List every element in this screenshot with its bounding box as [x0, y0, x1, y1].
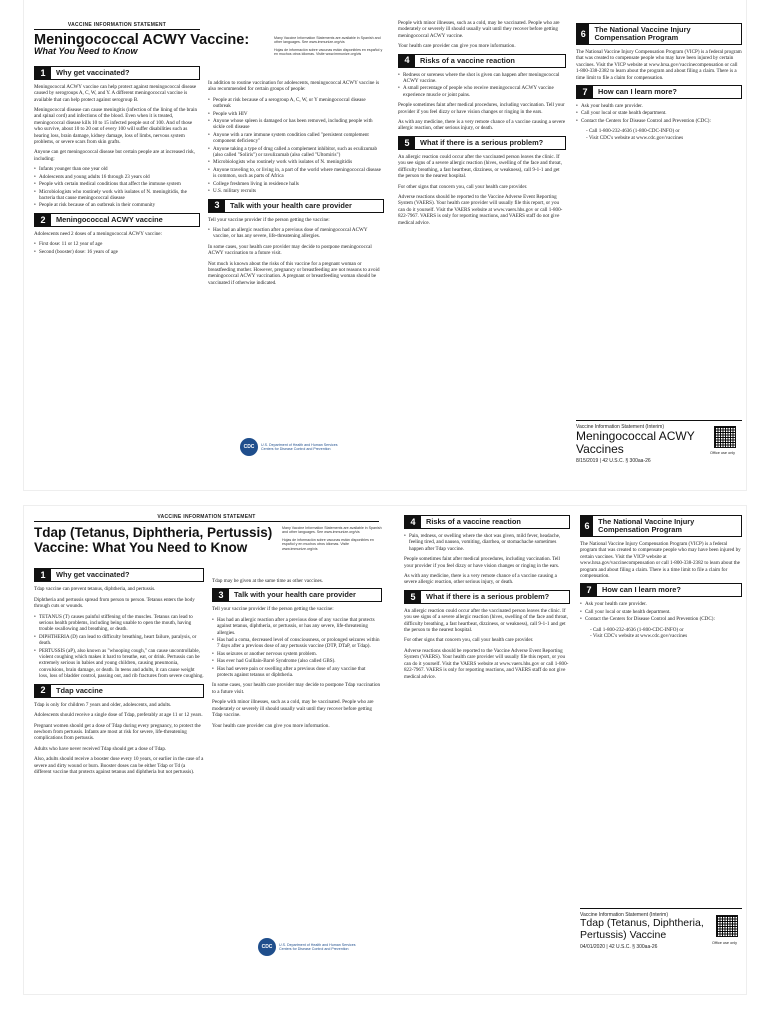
paragraph: Meningococcal ACWY vaccine can help protect against meningococcal disease caused by serogroups A, C, W, and Y. A different meningococcal vaccine is available that can help protect against serogroup B. [34, 83, 197, 103]
bullet-list [208, 227, 384, 240]
list-item: • Has had an allergic reaction after a previous dose of any vaccine that protects against tetanus, diphtheria, or pertussis, or has any severe, life-threatening allergies. [217, 617, 382, 636]
section-3-header: 3 Talk with your health care provider [212, 588, 382, 602]
paragraph: Your health care provider can give you more information. [212, 722, 330, 729]
paragraph: People sometimes faint after medical procedures, including vaccination. Tell your provider if you feel dizzy or have vision changes or ringing in the ears. [398, 102, 565, 115]
paragraph: Tell your vaccine provider if the person getting the vaccine: [212, 606, 334, 613]
list-item: • TETANUS (T) causes painful stiffening of the muscles. Tetanus can lead to serious health problems, including being unable to open the mouth, having trouble swallowing and breathing, or death. [39, 614, 204, 633]
list-item: • DIPHTHERIA (D) can lead to difficulty breathing, heart failure, paralysis, or death. [39, 634, 204, 647]
tdap-column-3 [404, 512, 570, 684]
tdap-footer [580, 908, 742, 950]
paragraph: Adolescents need 2 doses of a meningococcal ACWY vaccine: [34, 230, 162, 237]
paragraph: Tdap may be given at the same time as other vaccines. [212, 578, 324, 584]
list-item: • People with HIV [213, 111, 384, 117]
cdc-logo-icon: CDC [240, 438, 258, 456]
list-item: • Infants younger than one year old [39, 166, 200, 172]
list-item: • A small percentage of people who receive meningococcal ACWY vaccine experience muscle or joint pains. [403, 85, 566, 98]
hhs-cdc-logo [258, 938, 356, 956]
section-1-header: 1 Why get vaccinated? [34, 66, 200, 80]
section-7-header: 7 How can I learn more? [580, 583, 742, 597]
bullet-list [398, 72, 566, 99]
list-item: • College freshmen living in residence halls [213, 181, 384, 187]
list-item: • Call your local or state health department. [585, 609, 742, 615]
bullet-list [208, 97, 384, 195]
section-4-header: 4 Risks of a vaccine reaction [398, 54, 566, 68]
list-item: • People with certain medical conditions that affect the immune system [39, 181, 200, 187]
paragraph: Also, adults should receive a booster dose every 10 years, or earlier in the case of a severe and dirty wound or burn. Booster doses can be either Tdap or Td (a different vaccine that protects against tetanus and diphtheria but not pertussis). [34, 756, 204, 775]
paragraph: Adolescents should receive a single dose of Tdap, preferably at age 11 or 12 years. [34, 712, 203, 719]
menacwy-column-4 [576, 20, 742, 141]
paragraph: For other signs that concern you, call your health care provider. [398, 183, 528, 190]
language-notice-en: Many Vaccine Information Statements are available in Spanish and other languages. See www.immunize.org/vis [282, 526, 382, 535]
list-item: • Anyone with a rare immune system condition called "persistent complement component deficiency" [213, 132, 384, 145]
cdc-website: - Visit CDC's website at www.cdc.gov/vaccines [586, 134, 684, 141]
paragraph: Adverse reactions should be reported to the Vaccine Adverse Event Reporting System (VAERS). Your health care provider will usually file this report, or you can do it yourself. Visit the VAERS website at www.vaers.hhs.gov or call 1-800-822-7967. VAERS is only for reporting reactions, and VAERS staff do not give medical advice. [398, 193, 563, 226]
vis-label: VACCINE INFORMATION STATEMENT [34, 514, 379, 522]
footer-date: 04/01/2020 | 42 U.S.C. § 300aa-26 [580, 944, 658, 950]
list-item: • Microbiologists who routinely work with isolates of N. meningitidis, the bacteria that cause meningococcal disease [39, 189, 200, 202]
language-notice-en: Many Vaccine Information Statements are available in Spanish and other languages. See www.immunize.org/vis [274, 36, 381, 45]
paragraph: People with minor illnesses, such as a cold, may be vaccinated. People who are moderately or severely ill should usually wait until they recover before getting Tdap vaccine. [212, 699, 374, 719]
paragraph: Meningococcal disease can cause meningitis (infection of the lining of the brain and spinal cord) and infections of the blood. Even when it is treated, meningococcal disease kills 10 to 15 infected people out of 100. And of those who survive, about 10 to 20 out of every 100 will suffer disabilities such as hearing loss, brain damage, kidney damage, loss of limbs, nervous system problems, or severe scars from skin grafts. [34, 107, 198, 146]
list-item: • Redness or soreness where the shot is given can happen after meningococcal ACWY vaccine. [403, 72, 566, 85]
bullet-list [212, 617, 382, 679]
hhs-cdc-logo [240, 438, 338, 456]
list-item: • People at risk because of a serogroup A, C, W, or Y meningococcal disease outbreak [213, 97, 384, 110]
hhs-dept: U.S. Department of Health and Human Services [261, 442, 338, 447]
paragraph: The National Vaccine Injury Compensation Program (VICP) is a federal program that was created to compensate people who may have been injured by certain vaccines. Visit the VICP website at www.hrsa.gov/vaccinecompensation or call 1-800-338-2382 to learn about the program and about filing a claim. There is a time limit to file a claim for compensation. [576, 49, 742, 81]
menacwy-vis-page [24, 0, 746, 490]
menacwy-column-2 [208, 80, 384, 290]
paragraph: Adults who have never received Tdap should get a dose of Tdap. [34, 745, 167, 752]
menacwy-column-3 [398, 20, 566, 230]
vis-label: VACCINE INFORMATION STATEMENT [34, 22, 200, 30]
section-5-header: 5 What if there is a serious problem? [398, 136, 566, 150]
tdap-vis-page [24, 506, 746, 994]
list-item: • Has had severe pain or swelling after a previous dose of any vaccine that protects against tetanus or diphtheria. [217, 666, 382, 679]
section-4-header: 4 Risks of a vaccine reaction [404, 515, 570, 529]
bullet-list [34, 166, 200, 208]
paragraph: In addition to routine vaccination for adolescents, meningococcal ACWY vaccine is also recommended for certain groups of people: [208, 80, 380, 93]
footer-title: Meningococcal ACWY Vaccines [576, 429, 695, 456]
tdap-column-4 [580, 512, 742, 639]
cdc-website: - Visit CDC's website at www.cdc.gov/vaccines [590, 633, 688, 640]
list-item: • Contact the Centers for Disease Control and Prevention (CDC): [585, 616, 742, 622]
list-item: • Anyone whose spleen is damaged or has been removed, including people with sickle cell disease [213, 118, 384, 131]
tdap-column-2 [212, 578, 382, 733]
bullet-list [404, 533, 570, 552]
paragraph: The National Vaccine Injury Compensation Program (VICP) is a federal program that was created to compensate people who may have been injured by certain vaccines. Visit the VICP website at www.hrsa.gov/vaccinecompensation or call 1-800-338-2382 to learn about the program and about filing a claim. There is a time limit to file a claim for compensation. [580, 541, 741, 580]
page-subtitle: What You Need to Know [34, 46, 138, 57]
bullet-list [34, 241, 200, 255]
paragraph: Tdap vaccine can prevent tetanus, diphtheria, and pertussis. [34, 586, 156, 593]
section-7-header: 7 How can I learn more? [576, 85, 742, 99]
paragraph: Your health care provider can give you more information. [398, 43, 516, 50]
paragraph: Tell your vaccine provider if the person getting the vaccine: [208, 216, 330, 223]
paragraph: For other signs that concern you, call your health care provider. [404, 637, 534, 644]
footer-vis-label: Vaccine Information Statement (Interim) [576, 424, 664, 430]
section-2-header: 2 Tdap vaccine [34, 684, 204, 698]
qr-code-icon [716, 915, 738, 937]
section-2-header: 2 Meningococcal ACWY vaccine [34, 213, 200, 227]
hhs-agency: Centers for Disease Control and Prevention [261, 447, 331, 451]
list-item: • U.S. military recruits [213, 188, 384, 194]
section-5-header: 5 What if there is a serious problem? [404, 590, 570, 604]
section-6-header: 6 The National Vaccine Injury Compensation Program [580, 515, 742, 537]
list-item: • Anyone traveling to, or living in, a part of the world where meningococcal disease is common, such as parts of Africa [213, 167, 384, 180]
list-item: • Ask your health care provider. [585, 601, 742, 607]
paragraph: As with any medicine, there is a very remote chance of a vaccine causing a severe allergic reaction, other serious injury, or death. [404, 573, 557, 586]
list-item: • Pain, redness, or swelling where the shot was given, mild fever, headache, feeling tired, and nausea, vomiting, diarrhea, or stomachache sometimes happen after Tdap vaccine. [409, 533, 570, 552]
paragraph: In some cases, your health care provider may decide to postpone Tdap vaccination to a future visit. [212, 682, 381, 695]
section-1-header: 1 Why get vaccinated? [34, 568, 204, 582]
list-item: • PERTUSSIS (aP), also known as "whooping cough," can cause uncontrollable, violent coughing which makes it hard to breathe, eat, or drink. Pertussis can be extremely serious in babies and young children, causing pneumonia, convulsions, brain damage, or death. In teens and adults, it can cause weight loss, loss of bladder control, passing out, and rib fractures from severe coughing. [39, 648, 204, 680]
paragraph: Adverse reactions should be reported to the Vaccine Adverse Event Reporting System (VAERS). Your health care provider will usually file this report, or you can do it yourself. Visit the VAERS website at www.vaers.hhs.gov or call 1-800-822-7967. VAERS is only for reporting reactions, and VAERS staff do not give medical advice. [404, 647, 569, 680]
paragraph: In some cases, your health care provider may decide to postpone meningococcal ACWY vaccination to a future visit. [208, 243, 372, 257]
paragraph: Anyone can get meningococcal disease but certain people are at increased risk, including: [34, 149, 195, 162]
list-item: • Contact the Centers for Disease Control and Prevention (CDC): [581, 118, 742, 124]
language-notice-es: Hojas de información sobre vacunas están disponibles en español y en muchos otros idiomas. Visite www.immunize.org/vis [282, 537, 374, 551]
list-item: • Has ever had Guillain-Barré Syndrome (also called GBS). [217, 658, 382, 664]
qr-code-icon [714, 426, 736, 448]
list-item: • First dose: 11 or 12 year of age [39, 241, 200, 247]
list-item: • Ask your health care provider. [581, 103, 742, 109]
paragraph: An allergic reaction could occur after the vaccinated person leaves the clinic. If you see signs of a severe allergic reaction (hives, swelling of the face and throat, difficulty breathing, a fast heartbeat, dizziness, or weakness), call 9-1-1 and get the person to the nearest hospital. [398, 153, 562, 180]
section-3-header: 3 Talk with your health care provider [208, 199, 384, 213]
paragraph: Diphtheria and pertussis spread from person to person. Tetanus enters the body through cuts or wounds. [34, 596, 195, 610]
footer-date: 8/15/2019 | 42 U.S.C. § 300aa-26 [576, 458, 651, 464]
bullet-list [576, 103, 742, 124]
paragraph: People sometimes faint after medical procedures, including vaccination. Tell your provider if you feel dizzy or have vision changes or ringing in the ears. [404, 556, 560, 569]
cdc-logo-icon: CDC [258, 938, 276, 956]
list-item: • Has had an allergic reaction after a previous dose of meningococcal ACWY vaccine, or has any severe, life-threatening allergies. [213, 227, 384, 240]
bullet-list [580, 601, 742, 622]
paragraph: As with any medicine, there is a very remote chance of a vaccine causing a severe allergic reaction, other serious injury, or death. [398, 119, 566, 132]
list-item: • Has had a coma, decreased level of consciousness, or prolonged seizures within 7 days after a previous dose of any pertussis vaccine (DTP, DTaP, or Tdap). [217, 637, 382, 650]
footer-vis-label: Vaccine Information Statement (Interim) [580, 912, 668, 918]
office-use: Office use only [712, 941, 738, 945]
list-item: • Adolescents and young adults 16 through 23 years old [39, 174, 200, 180]
page-title: Tdap (Tetanus, Diphtheria, Pertussis) Vaccine: What You Need to Know [34, 525, 273, 556]
language-notice-es: Hojas de información sobre vacunas están disponibles en español y en muchos otros idiomas. Visite www.immunize.org/vis [274, 47, 383, 57]
list-item: • Second (booster) dose: 16 years of age [39, 249, 200, 255]
bullet-list [34, 614, 204, 680]
paragraph: Pregnant women should get a dose of Tdap during every pregnancy, to protect the newborn from pertussis. Infants are most at risk for severe, life-threatening complications from pertussis. [34, 722, 201, 742]
section-6-header: 6 The National Vaccine Injury Compensation Program [576, 23, 742, 45]
paragraph: Not much is known about the risks of this vaccine for a pregnant woman or breastfeeding mother. However, pregnancy or breastfeeding are not reasons to avoid meningococcal ACWY vaccination. A pregnant or breastfeeding woman should be vaccinated if otherwise indicated. [208, 260, 380, 286]
footer-title: Tdap (Tetanus, Diphtheria, Pertussis) Vaccine [580, 917, 704, 941]
hhs-agency: Centers for Disease Control and Prevention [279, 947, 349, 951]
paragraph: Tdap is only for children 7 years and older, adolescents, and adults. [34, 701, 172, 708]
list-item: • Call your local or state health department. [581, 110, 742, 116]
language-notice [274, 36, 384, 57]
hhs-dept: U.S. Department of Health and Human Services [279, 942, 356, 947]
paragraph: An allergic reaction could occur after the vaccinated person leaves the clinic. If you see signs of a severe allergic reaction (hives, swelling of the face and throat, difficulty breathing, a fast heartbeat, dizziness, or weakness), call 9-1-1 and get the person to the nearest hospital. [404, 607, 568, 634]
office-use: Office use only [710, 451, 736, 455]
list-item: • People at risk because of an outbreak in their community [39, 202, 200, 208]
list-item: • Anyone taking a type of drug called a complement inhibitor, such as eculizumab (also called "Soliris") or ravulizumab (also called "Ultomiris") [213, 146, 384, 159]
paragraph: People with minor illnesses, such as a cold, may be vaccinated. People who are moderately or severely ill should usually wait until they recover before getting meningococcal ACWY vaccine. [398, 20, 560, 39]
cdc-phone: - Call 1-800-232-4636 (1-800-CDC-INFO) or [586, 128, 680, 135]
page-title: Meningococcal ACWY Vaccine: [34, 32, 250, 49]
list-item: • Microbiologists who routinely work with isolates of N. meningitidis [213, 159, 384, 165]
list-item: • Has seizures or another nervous system problem. [217, 651, 382, 657]
language-notice [282, 526, 382, 551]
menacwy-footer [576, 420, 742, 464]
cdc-phone: - Call 1-800-232-4636 (1-800-CDC-INFO) or [590, 626, 684, 633]
